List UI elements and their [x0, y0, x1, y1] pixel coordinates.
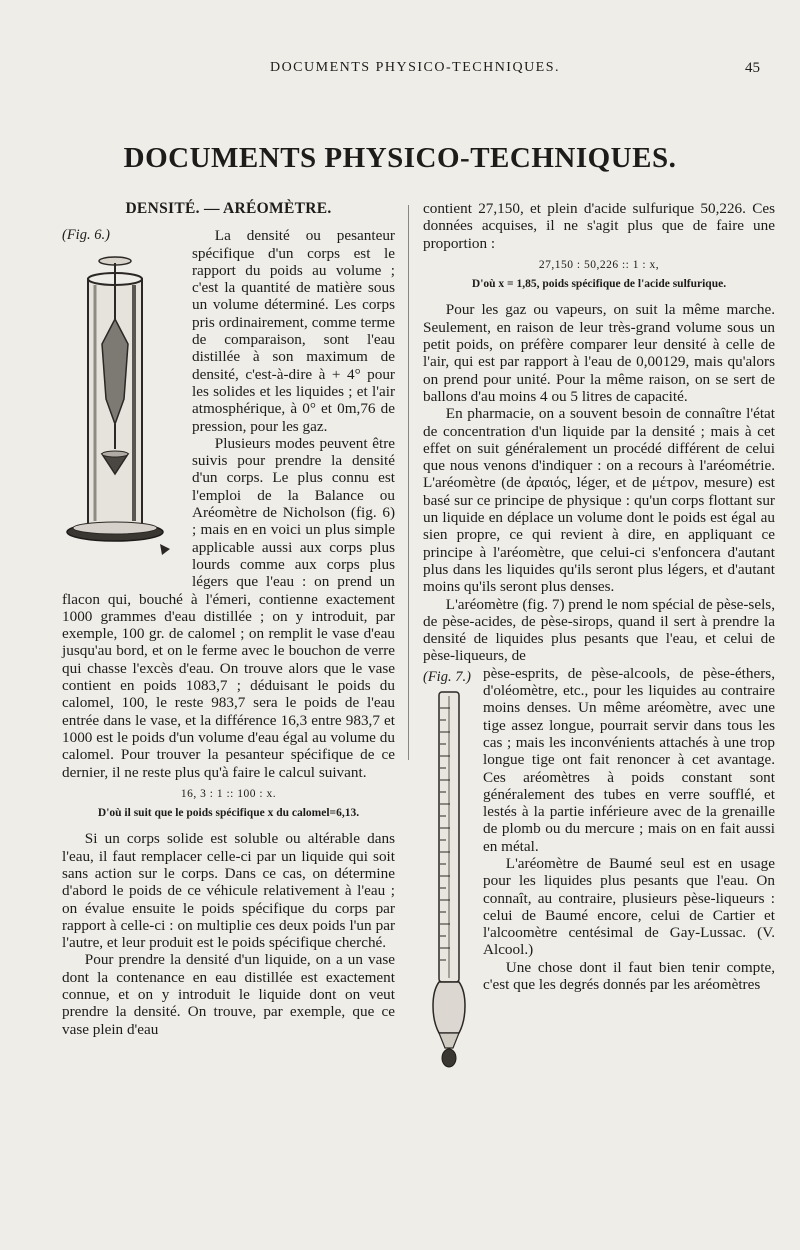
formula: 27,150 : 50,226 :: 1 : x,: [538, 258, 660, 271]
paragraph: Plusieurs modes peuvent être suivis pour prendre la densité d'un corps. Le plus connu est l'emploi de la Balance ou Aréomètre de Nicholson (fig. 6) ; mais en en voici un plus simple applicable aussi aux corps plus lourds comme aux corps plus légers que l'eau : on prend un flacon qui, bouché à l'émeri, contienne exactement 1000 grammes d'eau distillée ; on y introduit, par exemple, 100 gr. de calomel ; on remplit le vase d'eau jusqu'au bord, et on le ferme avec le bouchon de verre qui chasse l'excès d'eau. On trouve alors que le vase contient en poids 1083,7 ; déduisant le poids du calomel, 100, le reste 983,7 sera le poids de l'eau entrée dans le vase, et la différence 16,3 entre 983,7 et 1000 est le poids d'un volume d'eau égal au volume du calomel. Pour trouver la pesanteur spécifique de ce dernier, il ne reste plus qu'à faire le calcul suivant.: [62, 434, 395, 781]
formula-note: D'où il suit que le poids spécifique x du calomel=6,13.: [97, 807, 360, 820]
areometer-illustration: [423, 688, 475, 1073]
nicholson-hydrometer-illustration: [62, 249, 180, 569]
paragraph: L'aréomètre (fig. 7) prend le nom spécial de pèse-sels, de pèse-acides, de pèse-sirops, quand il sert à prendre la densité de liquides plus pesants que l'eau, et celui de pèse-liqueurs, de: [423, 595, 775, 665]
page-number: 45: [745, 60, 760, 76]
main-title: DOCUMENTS PHYSICO-TECHNIQUES.: [123, 142, 677, 174]
paragraph: L'aréomètre de Baumé seul est en usage pour les liquides plus pesants que l'eau. On connaît, au contraire, plusieurs pèse-liqueurs : celui de Baumé encore, celui de Cartier et l'alcoomètre centésimal de Gay-Lussac. (V. Alcool.): [483, 854, 775, 959]
left-column: [62, 200, 395, 1038]
formula: 16, 3 : 1 :: 100 : x.: [180, 787, 277, 800]
figure-7: [423, 669, 475, 1074]
paragraph: Une chose dont il faut bien tenir compte, c'est que les degrés donnés par les aréomètres: [483, 958, 775, 994]
figure-6: [62, 227, 180, 572]
paragraph: Pour les gaz ou vapeurs, on suit la même marche. Seulement, en raison de leur très-grand volume sous un petit poids, on préfère comparer leur densité à celle de l'air, qui est par rapport à l'eau de 0,00129, mais qu'alors on prend pour unité. Pour la même raison, on se sert de ballons d'au moins 4 ou 5 litres de capacité.: [423, 301, 775, 405]
formula-note: D'où x = 1,85, poids spécifique de l'acide sulfurique.: [471, 278, 727, 291]
section-title: DENSITÉ. — ARÉOMÈTRE.: [125, 200, 332, 217]
running-head: DOCUMENTS PHYSICO-TECHNIQUES.: [269, 60, 561, 75]
paragraph: En pharmacie, on a souvent besoin de connaître l'état de concentration d'un liquide par la densité ; mais à cet effet on suit généralement un procédé différent de celui que nous venons d'indiquer : on a recours à l'aréométrie. L'aréomètre (de ἀραιός, léger, et de μέτρον, mesure) est basé sur ce principe de physique : qu'un corps flottant sur un liquide en déplace un volume dont le poids est égal au sien propre, ce qui revient à dire, en appliquant ce principe à l'aréomètre, que celui-ci s'enfoncera d'autant plus dans les liquides qu'ils seront plus légers, et d'autant moins qu'ils seront plus denses.: [423, 405, 775, 596]
right-column: [423, 200, 775, 1076]
figure-6-caption: (Fig. 6.): [62, 227, 110, 244]
paragraph: La densité ou pesanteur spécifique d'un corps est le rapport du poids au volume ; c'est la quantité de matière sous un volume déterminé. Les corps pris ordinairement, comme terme de comparaison, sont l'eau distillée à son maximum de densité, c'est-à-dire à + 4° pour les solides et les liquides ; et l'air atmosphérique, à 0° et 0m,76 de pression, pour les gaz.: [192, 227, 395, 435]
paragraph: pèse-esprits, de pèse-alcools, de pèse-éthers, d'oléomètre, etc., pour les liquides au contraire moins denses. Un même aréomètre, avec une tige assez longue, pourrait servir dans tous les cas ; mais les inconvénients attachés à une trop longue tige ont fait renoncer à cet avantage. Ces aréomètres à poids constant sont généralement des tubes en verre soufflé, et lestés à la partie inférieure avec de la grenaille de plomb ou du mercure ; mais on en fait aussi en métal.: [483, 664, 775, 855]
column-divider: [408, 205, 409, 760]
figure-7-caption: (Fig. 7.): [423, 668, 471, 685]
paragraph: Si un corps solide est soluble ou altérable dans l'eau, il faut remplacer celle-ci par un liquide qui soit sans action sur le corps. Dans ce cas, on détermine d'abord le poids de ce véhicule relativement à l'eau ; on évalue ensuite le poids spécifique du corps par rapport à celle-ci : on multiplie ces deux poids l'un par l'autre, et leur produit est le poids spécifique cherché.: [62, 830, 395, 952]
paragraph: contient 27,150, et plein d'acide sulfurique 50,226. Ces données acquises, il ne s'agit plus que de faire une proportion :: [423, 200, 775, 252]
paragraph: Pour prendre la densité d'un liquide, on a un vase dont la contenance en eau distillée est exactement connue, et on y introduit le liquide dont on veut prendre la densité. On trouve, par exemple, que ce vase plein d'eau: [62, 951, 395, 1038]
